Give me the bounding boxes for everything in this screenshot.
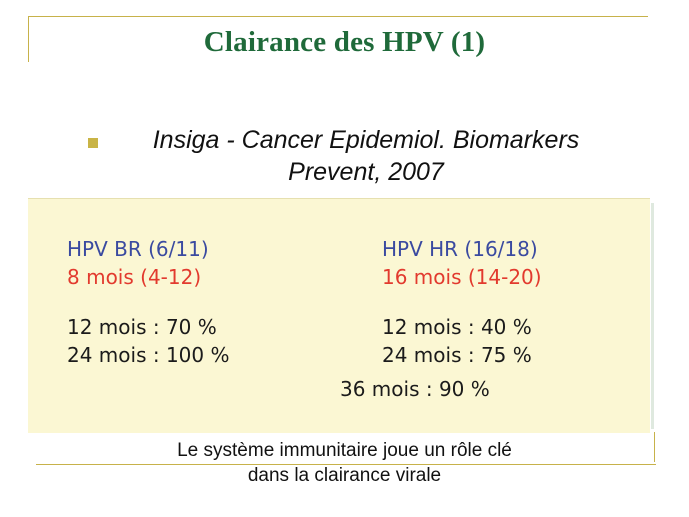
reference-line-1: Insiga - Cancer Epidemiol. Biomarkers [152,126,580,154]
low-risk-heading: HPV BR (6/11) [67,237,209,261]
high-risk-column [382,235,542,369]
low-risk-stat-24: 24 mois : 100 % [67,343,230,367]
reference-text [86,124,646,188]
slide-title: Clairance des HPV (1) [203,26,486,58]
results-panel [28,198,650,433]
high-risk-heading: HPV HR (16/18) [382,237,538,261]
low-risk-column [67,235,230,369]
low-risk-median: 8 mois (4-12) [67,265,202,289]
high-risk-stat-36: 36 mois : 90 % [340,377,490,401]
square-bullet-icon [88,138,98,148]
high-risk-stat-24: 24 mois : 75 % [382,343,532,367]
panel-edge [651,203,654,429]
reference-bullet [86,124,646,188]
slide-caption [0,438,689,488]
low-risk-stat-12: 12 mois : 70 % [67,315,217,339]
high-risk-stat-12: 12 mois : 40 % [382,315,532,339]
caption-line-1: Le système immunitaire joue un rôle clé [177,440,512,461]
bottom-rule [36,464,656,465]
high-risk-median: 16 mois (14-20) [382,265,542,289]
bottom-right-rule [654,432,655,462]
caption-line-2: dans la clairance virale [247,465,442,486]
top-rule [28,16,648,17]
reference-line-2: Prevent, 2007 [288,158,444,186]
